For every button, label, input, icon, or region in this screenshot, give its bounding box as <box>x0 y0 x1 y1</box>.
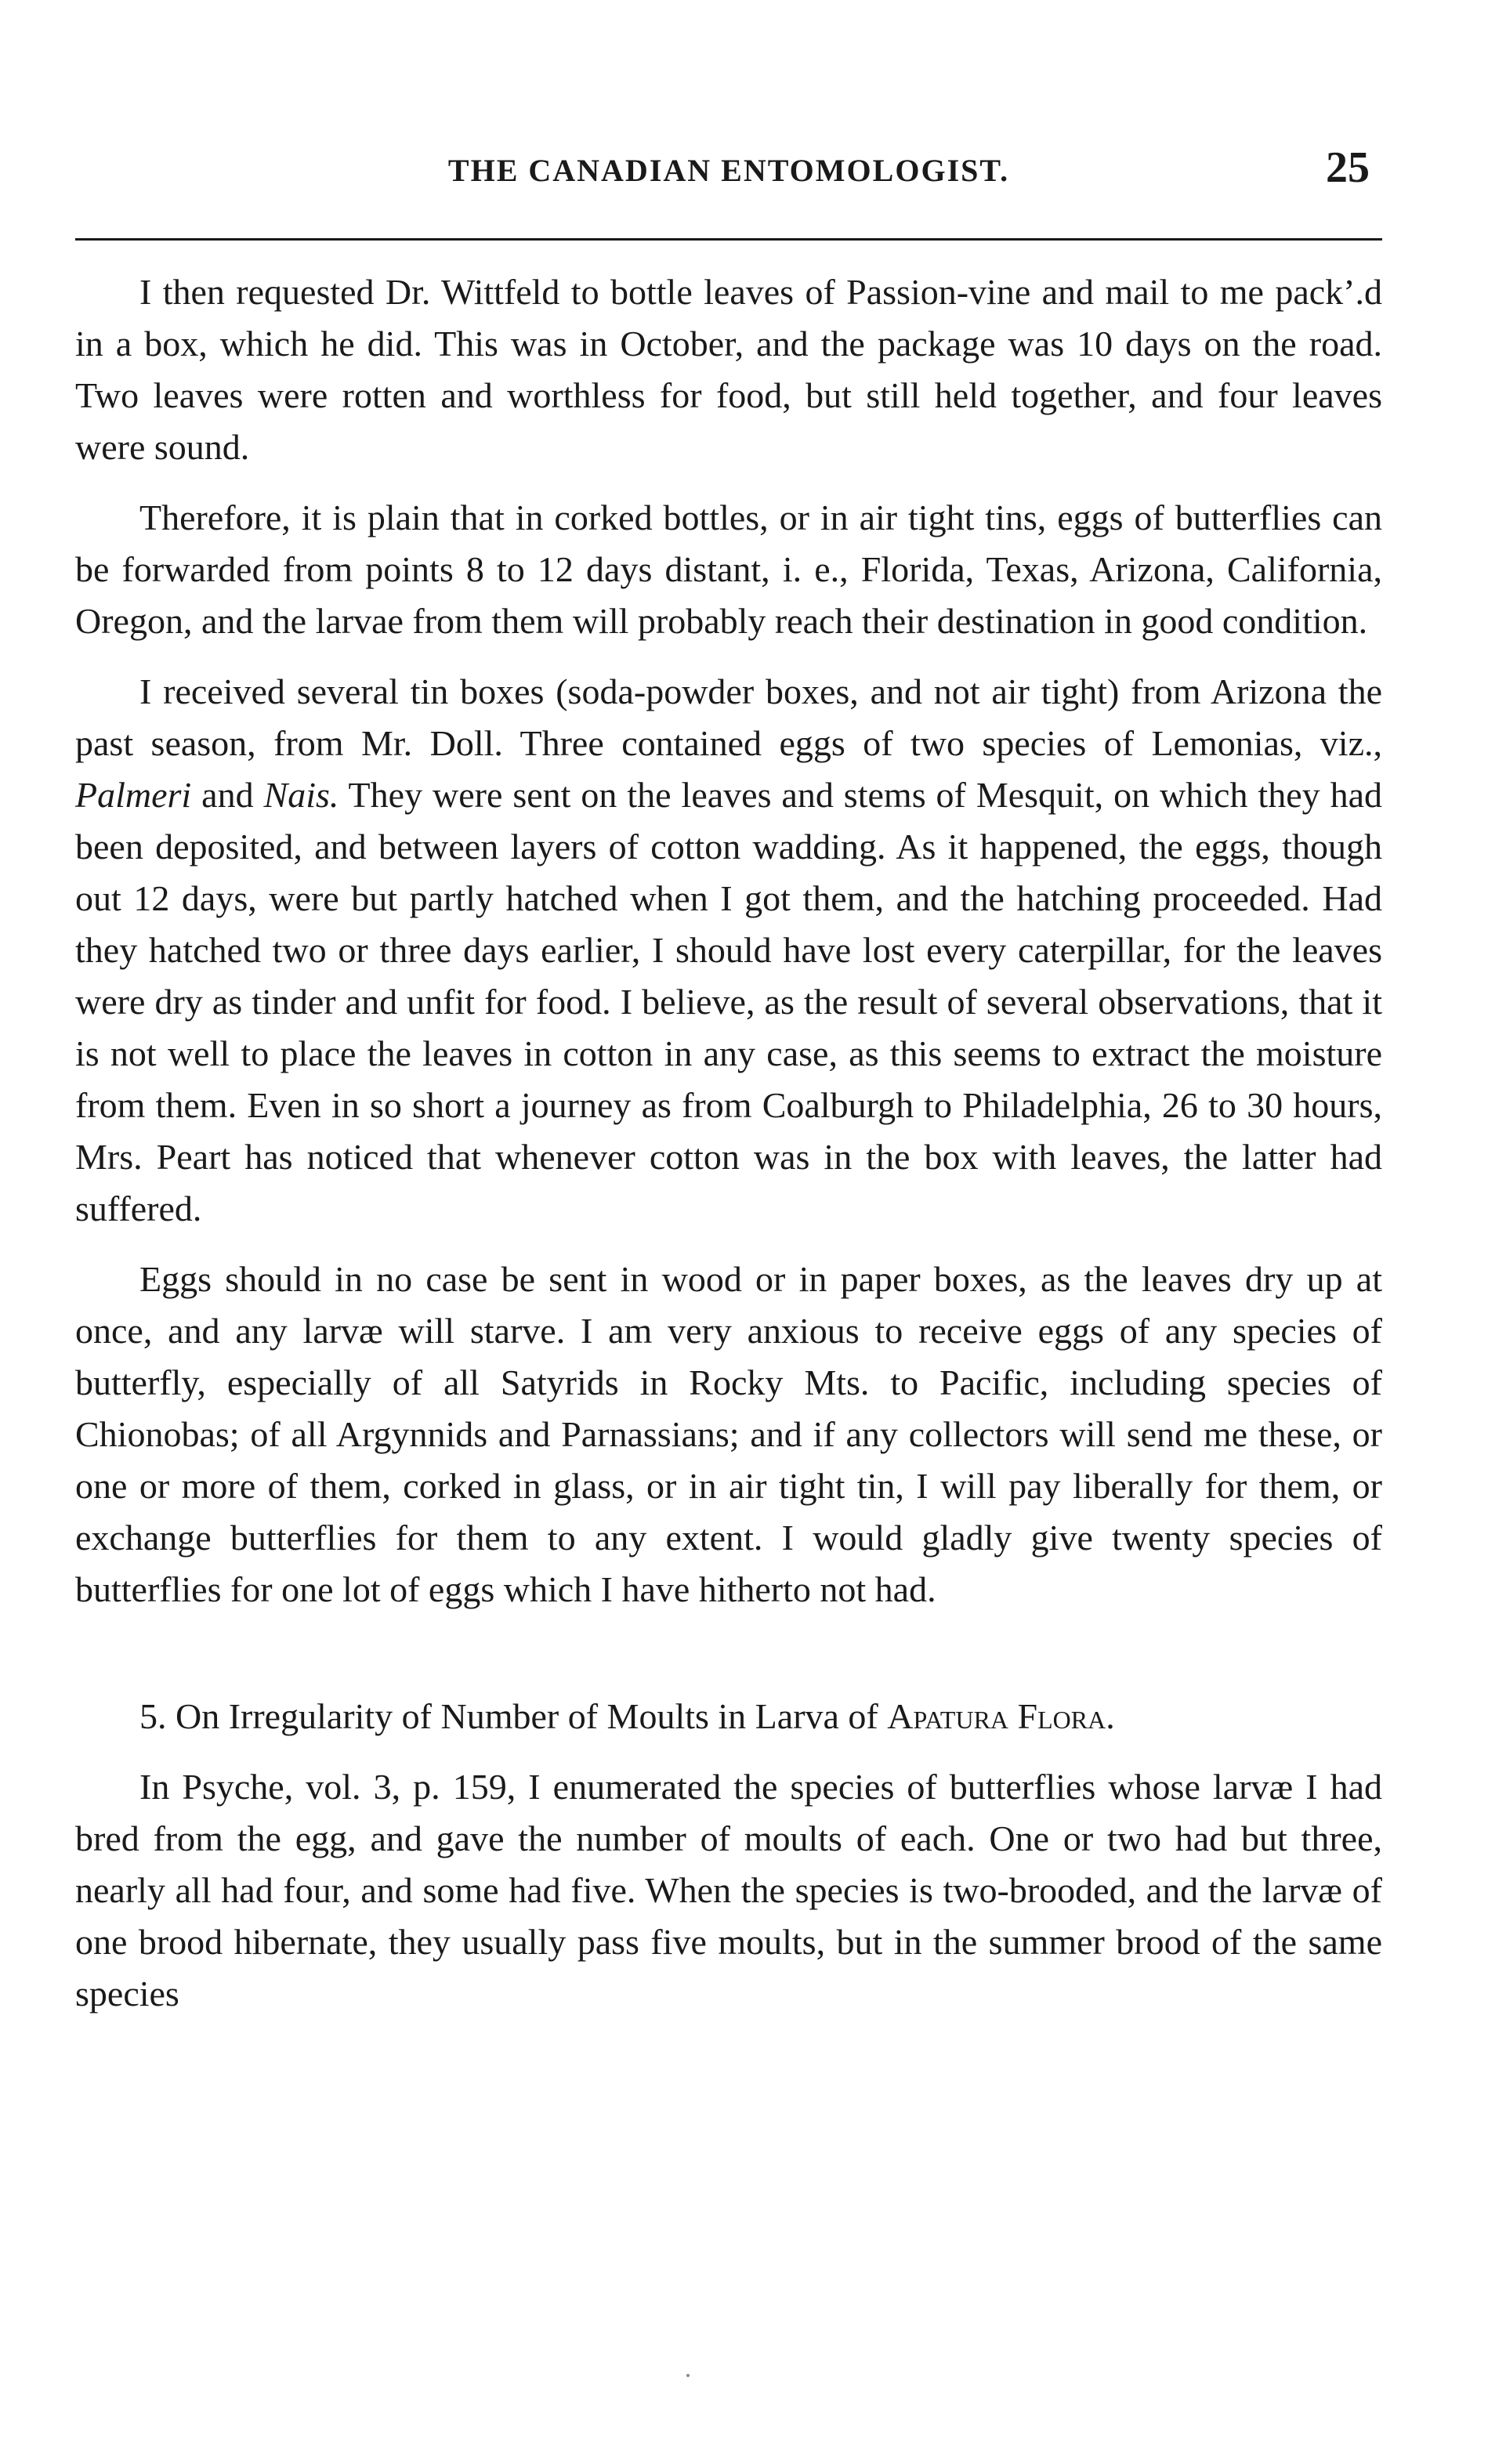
section-heading <box>139 1691 1382 1742</box>
page-number: 25 <box>1326 143 1370 192</box>
paragraph-3-joiner: and <box>191 775 264 815</box>
running-head <box>75 143 1382 197</box>
print-speck <box>686 2374 690 2377</box>
species-name-nais: Nais. <box>263 775 339 815</box>
section-title-species: Apatura Flora. <box>887 1696 1115 1736</box>
paragraph-3 <box>75 666 1382 1235</box>
running-title: THE CANADIAN ENTOMOLOGIST. <box>447 153 1010 188</box>
section-title: On Irregularity of Number of Moults in Larva of <box>176 1696 878 1736</box>
paragraph-3-text-b: They were sent on the leaves and stems of Mesquit, on which they had been deposited, and between layers of cotton wadding. As it happened, the eggs, though out 12 days, were but partly hatched when I got them, and the hatching proceeded. Had they hatched two or three days earlier, I should have lost every caterpillar, for the leaves were dry as tinder and unfit for food. I believe, as the result of several observations, that it is not well to place the leaves in cotton in any case, as this seems to extract the moisture from them. Even in so short a journey as from Coalburgh to Philadelphia, 26 to 30 hours, Mrs. Peart has noticed that whenever cotton was in the box with leaves, the latter had suffered. <box>75 775 1382 1228</box>
paragraph-1: I then requested Dr. Wittfeld to bottle leaves of Passion-vine and mail to me pack’.d in a box, which he did. This was in October, and the package was 10 days on the road. Two leaves were rotten and worthless for food, but still held together, and four leaves were sound. <box>75 272 1382 467</box>
paragraph-5: In Psyche, vol. 3, p. 159, I enumerated the species of butterflies whose larvæ I had bred from the egg, and gave the number of moults of each. One or two had but three, nearly all had four, and some had five. When the species is two-brooded, and the larvæ of one brood hibernate, they usually pass five moults, but in the summer brood of the same species <box>75 1767 1382 2014</box>
species-name-palmeri: Palmeri <box>75 775 192 815</box>
body-text <box>75 266 1382 2039</box>
header-rule <box>75 238 1382 241</box>
paragraph-4: Eggs should in no case be sent in wood or in paper boxes, as the leaves dry up at once, and any larvæ will starve. I am very anxious to receive eggs of any species of butterfly, especially of all Satyrids in Rocky Mts. to Pacific, including species of Chionobas; of all Argynnids and Parnassians; and if any collectors will send me these, or one or more of them, corked in glass, or in air tight tin, I will pay liberally for them, or exchange butterflies for them to any extent. I would gladly give twenty species of butterflies for one lot of eggs which I have hitherto not had. <box>75 1259 1382 1609</box>
paragraph-2: Therefore, it is plain that in corked bottles, or in air tight tins, eggs of butterflies can be forwarded from points 8 to 12 days distant, i. e., Florida, Texas, Arizona, California, Oregon, and the larvae from them will probably reach their destination in good condition. <box>75 498 1382 641</box>
section-number: 5. <box>139 1696 167 1736</box>
paragraph-3-text-a: I received several tin boxes (soda-powder boxes, and not air tight) from Arizona the past season, from Mr. Doll. Three contained eggs of two species of Lemonias, viz., <box>75 671 1382 763</box>
